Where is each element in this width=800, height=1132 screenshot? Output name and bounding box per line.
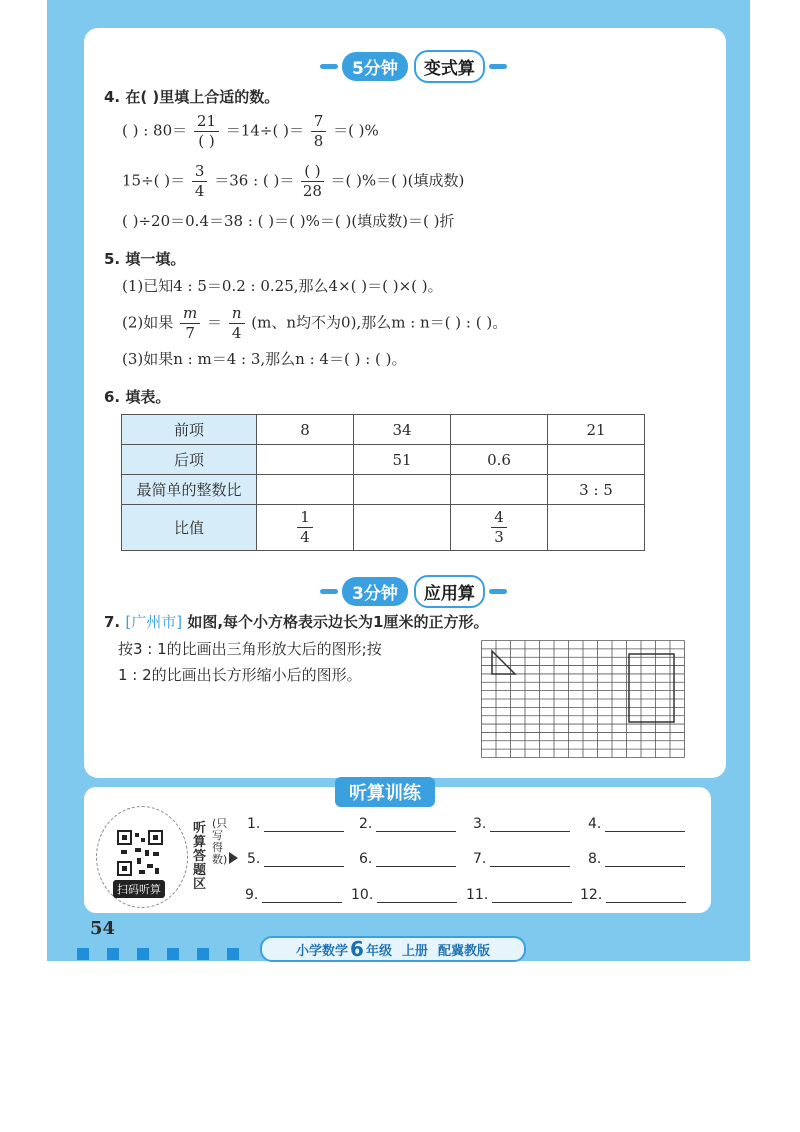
answer-slot-6[interactable] — [359, 851, 456, 867]
answer-slot-9[interactable] — [245, 887, 342, 903]
answer-line[interactable] — [606, 888, 686, 903]
drawing-grid[interactable] — [481, 640, 685, 758]
q4-row2-c: ＝( )%＝( )(填成数) — [330, 171, 465, 190]
table-cell — [257, 445, 354, 475]
answer-line[interactable] — [490, 852, 570, 867]
section-time: 5分钟 — [342, 52, 408, 81]
answer-num: 7. — [473, 851, 487, 867]
arrow-right-icon — [229, 852, 238, 864]
frac-den: 28 — [302, 182, 322, 200]
fraction — [180, 304, 200, 343]
q5-line1: (1)已知4 : 5＝0.2 : 0.25,那么4×( )＝( )×( )。 — [122, 277, 443, 295]
answer-line[interactable] — [264, 817, 344, 832]
triangle-shape — [492, 651, 515, 674]
frac-den: 8 — [313, 132, 324, 150]
q4-row1-c: ＝( )% — [333, 121, 379, 140]
frac-den: 4 — [194, 182, 205, 200]
frac-num: 1 — [297, 508, 313, 528]
table-cell: 8 — [257, 415, 354, 445]
page-number: 54 — [90, 918, 116, 939]
section-title: 变式算 — [414, 50, 485, 83]
table-cell — [354, 475, 451, 505]
badge-line-right — [489, 589, 507, 594]
frac-num: 3 — [192, 162, 208, 182]
answer-num: 3. — [473, 816, 487, 832]
table-cell — [548, 445, 645, 475]
answer-line[interactable] — [605, 852, 685, 867]
table-cell — [451, 505, 548, 551]
answer-area-label: 听算答题区 — [193, 821, 207, 892]
listening-title: 听算训练 — [335, 777, 435, 807]
decor-tick — [77, 948, 89, 960]
row-label: 最简单的整数比 — [122, 475, 257, 505]
q7-text: 如图,每个小方格表示边长为1厘米的正方形。 — [187, 613, 489, 631]
frac-num: 21 — [194, 112, 219, 132]
decor-tick — [227, 948, 239, 960]
frac-den: ( ) — [198, 132, 215, 150]
table-cell — [257, 475, 354, 505]
fraction — [491, 508, 507, 547]
q7-title — [104, 611, 488, 632]
qr-code-icon[interactable] — [117, 830, 163, 876]
q4-row2-a: 15÷( )＝ — [122, 171, 186, 190]
section-badge-2 — [320, 575, 507, 608]
table-cell: 51 — [354, 445, 451, 475]
answer-num: 10. — [351, 887, 374, 903]
answer-num: 2. — [359, 816, 373, 832]
answer-num: 11. — [466, 887, 489, 903]
table-cell — [257, 505, 354, 551]
answer-num: 6. — [359, 851, 373, 867]
table-cell: 21 — [548, 415, 645, 445]
answer-note: (只写得数) — [212, 817, 228, 866]
q4-row1-a: ( ) : 80＝ — [122, 121, 188, 140]
frac-num: n — [229, 304, 245, 324]
row-label: 比值 — [122, 505, 257, 551]
answer-slot-10[interactable] — [351, 887, 457, 903]
fraction — [229, 304, 245, 343]
q7-line1: 按3 : 1的比画出三角形放大后的图形;按 — [118, 640, 382, 658]
answer-line[interactable] — [376, 817, 456, 832]
answer-slot-4[interactable] — [588, 816, 685, 832]
row-label: 后项 — [122, 445, 257, 475]
answer-slot-8[interactable] — [588, 851, 685, 867]
answer-line[interactable] — [377, 888, 457, 903]
rectangle-shape — [629, 654, 674, 722]
section-title: 应用算 — [414, 575, 485, 608]
frac-num: 7 — [311, 112, 327, 132]
answer-slot-12[interactable] — [580, 887, 686, 903]
answer-slot-7[interactable] — [473, 851, 570, 867]
q5-line2 — [122, 304, 507, 343]
frac-den: 4 — [300, 528, 310, 546]
q6-title: 6. 填表。 — [104, 388, 171, 406]
table-row — [122, 415, 645, 445]
grid-lines — [482, 641, 685, 758]
answer-slot-3[interactable] — [473, 816, 570, 832]
table-cell: 34 — [354, 415, 451, 445]
fraction — [301, 162, 323, 201]
decor-tick — [167, 948, 179, 960]
answer-num: 5. — [247, 851, 261, 867]
answer-slot-2[interactable] — [359, 816, 456, 832]
table-row — [122, 445, 645, 475]
q7-region-tag: [广州市] — [125, 613, 183, 631]
q5-line2-eq: ＝ — [207, 313, 223, 332]
footer-grade-suffix: 年级 — [365, 943, 392, 959]
table-cell: 3 : 5 — [548, 475, 645, 505]
qr-label: 扫码听算 — [113, 880, 165, 898]
frac-den: 7 — [185, 324, 195, 342]
table-row — [122, 505, 645, 551]
answer-slot-5[interactable] — [247, 851, 344, 867]
answer-num: 8. — [588, 851, 602, 867]
frac-num: ( ) — [301, 162, 323, 182]
answer-slot-11[interactable] — [466, 887, 572, 903]
ratio-table — [121, 414, 645, 551]
answer-num: 4. — [588, 816, 602, 832]
table-cell — [451, 475, 548, 505]
row-label: 前项 — [122, 415, 257, 445]
frac-den: 3 — [494, 528, 504, 546]
answer-line[interactable] — [492, 888, 572, 903]
badge-line-right — [489, 64, 507, 69]
footer-grade: 6 — [350, 937, 364, 961]
frac-den: 4 — [231, 324, 242, 342]
badge-line-left — [320, 589, 338, 594]
decor-tick — [137, 948, 149, 960]
answer-line[interactable] — [376, 852, 456, 867]
q5-line2-a: (2)如果 — [122, 313, 174, 332]
section-time: 3分钟 — [342, 577, 408, 606]
answer-num: 9. — [245, 887, 259, 903]
q7-num: 7. — [104, 613, 121, 631]
table-row — [122, 475, 645, 505]
q5-line3: (3)如果n : m＝4 : 3,那么n : 4＝( ) : ( )。 — [122, 350, 407, 368]
fraction — [194, 112, 219, 151]
answer-slot-1[interactable] — [247, 816, 344, 832]
q5-line2-b: (m、n均不为0),那么m : n＝( ) : ( )。 — [251, 313, 508, 332]
q4-row1-b: ＝14÷( )＝ — [225, 121, 304, 140]
q4-row3: ( )÷20＝0.4＝38 : ( )＝( )%＝( )(填成数)＝( )折 — [122, 212, 455, 230]
footer-term: 上册 — [401, 943, 428, 959]
decor-tick — [107, 948, 119, 960]
fraction — [192, 162, 208, 201]
fraction — [311, 112, 327, 151]
listening-badge — [335, 777, 435, 807]
decor-tick — [197, 948, 209, 960]
section-badge-1 — [320, 50, 507, 83]
frac-num: 4 — [491, 508, 507, 528]
footer-edition: 配冀教版 — [437, 943, 490, 959]
answer-num: 1. — [247, 816, 261, 832]
answer-line[interactable] — [605, 817, 685, 832]
q4-title: 4. 在( )里填上合适的数。 — [104, 88, 280, 106]
answer-line[interactable] — [264, 852, 344, 867]
table-cell: 0.6 — [451, 445, 548, 475]
fraction — [297, 508, 313, 547]
table-cell — [451, 415, 548, 445]
answer-num: 12. — [580, 887, 603, 903]
answer-line[interactable] — [490, 817, 570, 832]
q5-title: 5. 填一填。 — [104, 250, 186, 268]
q4-row2-b: ＝36 : ( )＝ — [214, 171, 295, 190]
badge-line-left — [320, 64, 338, 69]
footer-subject: 小学数学 — [296, 943, 349, 959]
answer-line[interactable] — [262, 888, 342, 903]
frac-num: m — [180, 304, 200, 324]
q4-row1 — [122, 112, 379, 151]
q7-line2: 1 : 2的比画出长方形缩小后的图形。 — [118, 666, 362, 684]
table-cell — [354, 505, 451, 551]
footer-book-info — [260, 936, 526, 962]
q4-row2 — [122, 162, 464, 201]
table-cell — [548, 505, 645, 551]
